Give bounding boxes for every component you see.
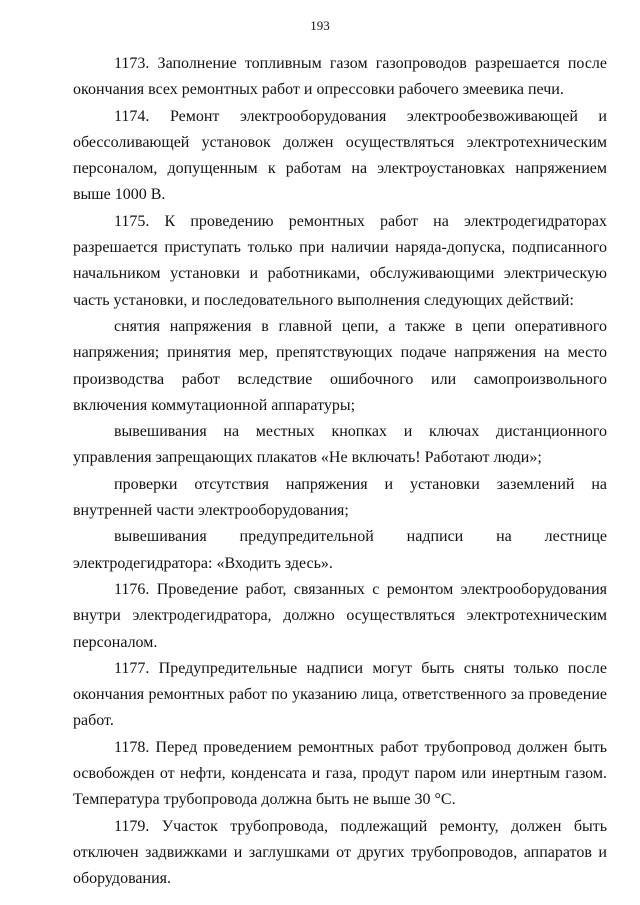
paragraph-1178: 1178. Перед проведением ремонтных работ трубопровод должен быть освобожден от нефти, конденсата и газа, продут паром или инертным газом. Температура трубопровода должна быть не выше 30 °С. bbox=[73, 738, 607, 809]
paragraph-1175: 1175. К проведению ремонтных работ на электродегидраторах разрешается приступать только при наличии наряда-допуска, подписанного начальником установки и работниками, обслуживающими электрическую часть установки, и последовательного выполнения следующих действий: bbox=[73, 212, 607, 309]
page-number: 193 bbox=[310, 18, 330, 33]
paragraph-1173: 1173. Заполнение топливным газом газопроводов разрешается после окончания всех ремонтных работ и опрессовки рабочего змеевика печи. bbox=[73, 55, 607, 99]
paragraph-1179: 1179. Участок трубопровода, подлежащий ремонту, должен быть отключен задвижками и заглушками от других трубопроводов, аппаратов и оборудования. bbox=[73, 817, 607, 888]
paragraph-1176: 1176. Проведение работ, связанных с ремонтом электрооборудования внутри электродегидратора, должно осуществляться электротехническим персоналом. bbox=[73, 580, 607, 651]
paragraph-1177: 1177. Предупредительные надписи могут быть сняты только после окончания ремонтных работ по указанию лица, ответственного за проведение работ. bbox=[73, 659, 607, 730]
document-body bbox=[73, 51, 607, 893]
list-item-warning-posters: вывешивания на местных кнопках и ключах дистанционного управления запрещающих плакатов «Не включать! Работают люди»; bbox=[73, 423, 607, 467]
list-item-ladder-sign: вывешивания предупредительной надписи на лестнице электродегидратора: «Входить здесь». bbox=[73, 528, 607, 572]
list-item-voltage-removal: снятия напряжения в главной цепи, а также в цепи оперативного напряжения; принятия мер, препятствующих подаче напряжения на место производства работ вследствие ошибочного или самопроизвольного включения коммутационной аппаратуры; bbox=[73, 317, 607, 414]
list-item-voltage-check: проверки отсутствия напряжения и установки заземлений на внутренней части электрооборудования; bbox=[73, 475, 607, 520]
paragraph-1174: 1174. Ремонт электрооборудования электрообезвоживающей и обессоливающей установок должен осуществляться электротехническим персоналом, допущенным к работам на электроустановках напряжением выше 1000 В. bbox=[73, 107, 607, 204]
